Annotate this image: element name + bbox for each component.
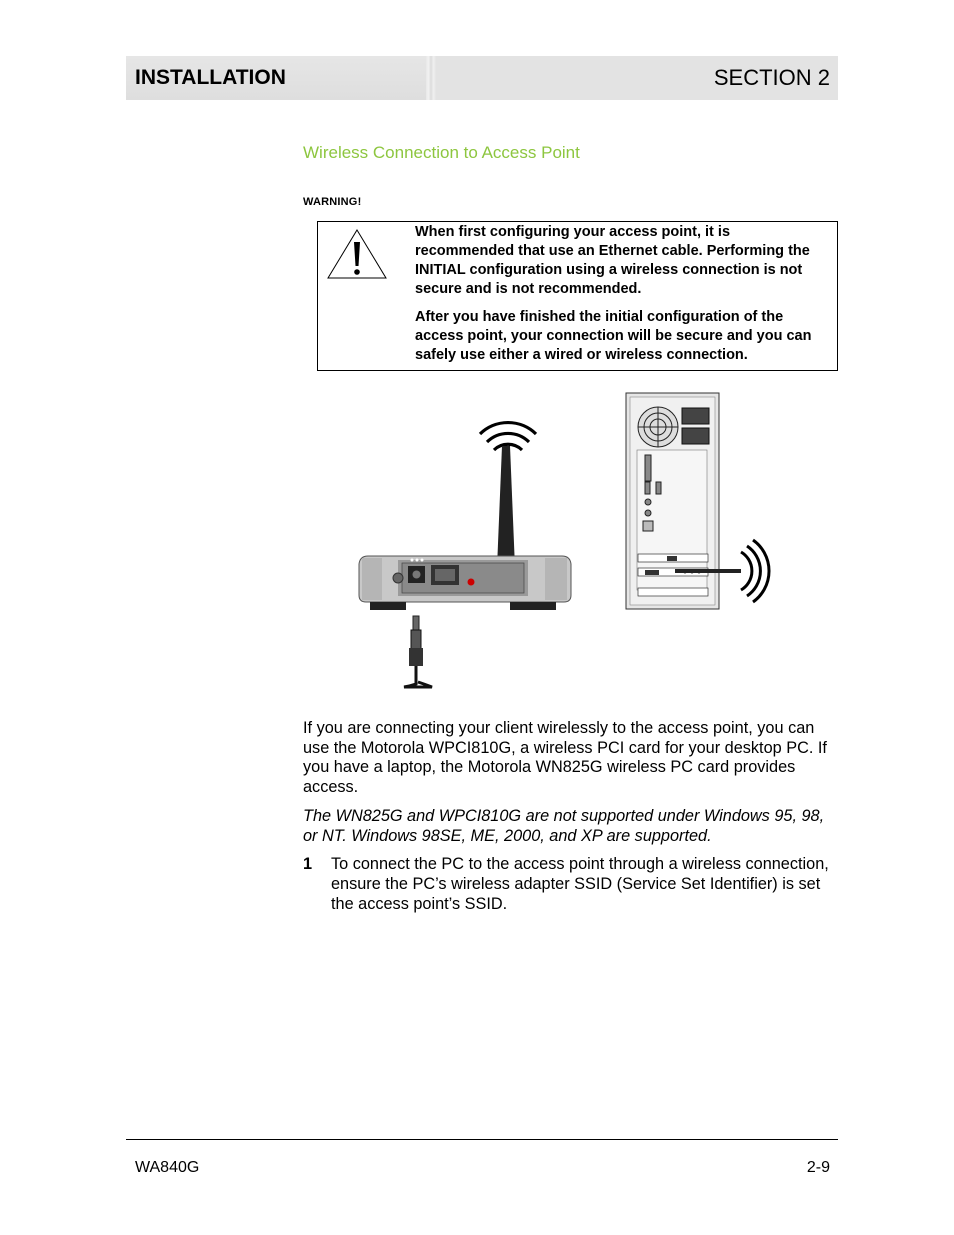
pci-wireless-card-icon [675, 569, 741, 573]
footer-page-number: 2-9 [806, 1159, 830, 1176]
intro-paragraph: If you are connecting your client wirelessly to the access point, you can use the Motorola WPCI810G, a wireless PCI card for your desktop PC. If you have a laptop, the Motorola WN825G wireless PC card provides access. [303, 719, 827, 797]
header-divider [426, 56, 436, 100]
section-label: SECTION 2 [713, 65, 830, 90]
warning-paragraph-2: After you have finished the initial configuration of the access point, your connection will be secure and you can safely use either a wired or wireless connection. [415, 309, 812, 363]
power-plug-icon [404, 616, 432, 687]
body-text [303, 719, 833, 914]
desktop-pc-tower-icon [626, 393, 719, 609]
page-header [126, 56, 838, 100]
warning-text [415, 223, 820, 374]
step-text: To connect the PC to the access point through a wireless connection, ensure the PC’s wireless adapter SSID (Service Set Identifier) is set the access point’s SSID. [331, 855, 829, 913]
footer-divider [126, 1139, 838, 1140]
step-number: 1 [303, 855, 313, 874]
access-point-icon [359, 556, 571, 610]
warning-paragraph-1: When first configuring your access point, it is recommended that use an Ethernet cable. Performing the INITIAL configuration using a wireless connection is not secure and is not recommended. [415, 224, 810, 297]
footer-model: WA840G [135, 1159, 200, 1176]
step-item [303, 855, 833, 914]
warning-triangle-icon [326, 228, 388, 280]
wireless-signal-icon [741, 540, 769, 602]
wireless-signal-icon [480, 423, 536, 450]
connection-diagram [340, 390, 790, 695]
compatibility-note: The WN825G and WPCI810G are not supported under Windows 95, 98, or NT. Windows 98SE, ME, 2000, and XP are supported. [303, 806, 825, 845]
page-subtitle: Wireless Connection to Access Point [303, 143, 580, 162]
warning-box [317, 221, 838, 371]
warning-label: WARNING! [303, 196, 362, 208]
chapter-title: INSTALLATION [135, 66, 286, 89]
